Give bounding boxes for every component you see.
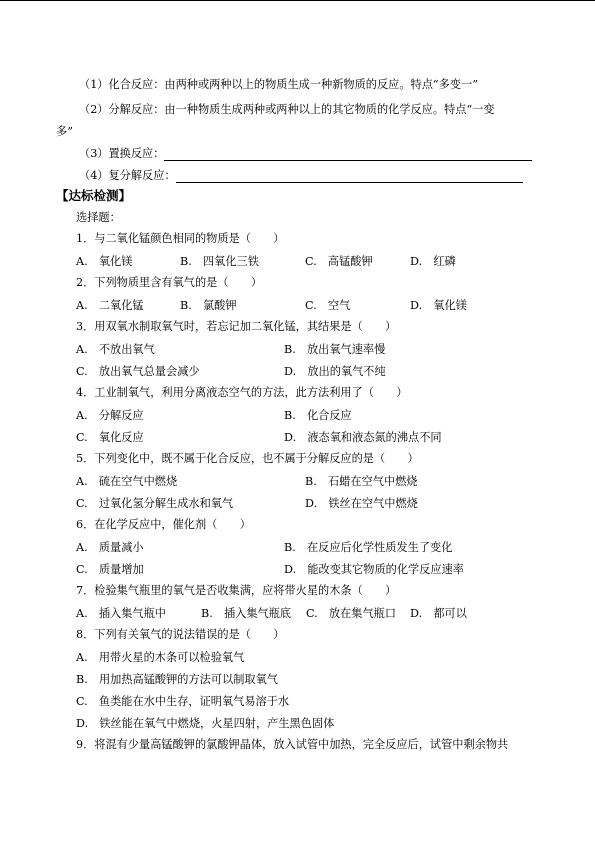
q8-option-a[interactable]: A. 用带火星的木条可以检验氧气 xyxy=(76,651,245,664)
q8-option-c[interactable]: C. 鱼类能在水中生存，证明氧气易溶于水 xyxy=(76,695,290,708)
question-8: 8．下列有关氧气的说法错误的是（ ） xyxy=(76,628,285,641)
q8-option-b[interactable]: B. 用加热高锰酸钾的方法可以制取氧气 xyxy=(76,673,278,686)
q1-option-d[interactable]: D. 红磷 xyxy=(410,255,456,268)
question-6: 6．在化学反应中，催化剂（ ） xyxy=(76,518,251,531)
q3-option-a[interactable]: A. 不放出氧气 xyxy=(76,343,155,356)
q6-option-d[interactable]: D. 能改变其它物质的化学反应速率 xyxy=(284,563,464,576)
rule-double-decomposition xyxy=(79,169,523,183)
question-2: 2．下列物质里含有氧气的是（ ） xyxy=(76,276,263,289)
subtitle: 选择题： xyxy=(76,211,121,224)
q3-option-c[interactable]: C. 放出氧气总量会减少 xyxy=(76,365,200,378)
q4-option-b[interactable]: B. 化合反应 xyxy=(284,409,352,422)
question-1: 1．与二氧化锰颜色相同的物质是（ ） xyxy=(76,232,285,245)
q3-option-b[interactable]: B. 放出氧气速率慢 xyxy=(284,343,386,356)
displacement-blank[interactable] xyxy=(164,149,532,161)
q2-option-c[interactable]: C. 空气 xyxy=(305,299,351,312)
q2-option-b[interactable]: B. 氯酸钾 xyxy=(180,299,237,312)
q5-option-b[interactable]: B. 石蜡在空气中燃烧 xyxy=(305,475,418,488)
q5-option-c[interactable]: C. 过氧化氢分解生成水和氧气 xyxy=(76,497,234,510)
q7-option-d[interactable]: D. 都可以 xyxy=(410,607,467,620)
page-top-border xyxy=(0,0,595,1)
q5-option-d[interactable]: D. 铁丝在空气中燃烧 xyxy=(305,497,418,510)
rule-decomposition-cont: 多” xyxy=(56,125,73,138)
q6-option-c[interactable]: C. 质量增加 xyxy=(76,563,144,576)
double-decomposition-blank[interactable] xyxy=(176,171,523,183)
q7-option-a[interactable]: A. 插入集气瓶中 xyxy=(76,607,166,620)
q1-option-c[interactable]: C. 高锰酸钾 xyxy=(305,255,373,268)
q4-option-c[interactable]: C. 氧化反应 xyxy=(76,431,144,444)
q7-option-c[interactable]: C. 放在集气瓶口 xyxy=(306,607,397,620)
question-9: 9．将混有少量高锰酸钾的氯酸钾晶体，放入试管中加热，完全反应后，试管中剩余物共 xyxy=(76,738,509,751)
q1-option-a[interactable]: A. 氧化镁 xyxy=(76,255,133,268)
question-5: 5．下列变化中，既不属于化合反应，也不属于分解反应的是（ ） xyxy=(76,452,419,465)
question-4: 4．工业制氧气，利用分离液态空气的方法，此方法利用了（ ） xyxy=(76,386,408,399)
q1-option-b[interactable]: B. 四氧化三铁 xyxy=(180,255,259,268)
rule-double-decomposition-label: （4）复分解反应： xyxy=(79,169,176,182)
rule-displacement xyxy=(79,147,532,161)
q7-option-b[interactable]: B. 插入集气瓶底 xyxy=(201,607,292,620)
q6-option-a[interactable]: A. 质量减小 xyxy=(76,541,144,554)
q8-option-d[interactable]: D. 铁丝能在氧气中燃烧，火星四射，产生黑色固体 xyxy=(76,717,335,730)
q5-option-a[interactable]: A. 硫在空气中燃烧 xyxy=(76,475,178,488)
q2-option-a[interactable]: A. 二氧化锰 xyxy=(76,299,144,312)
q2-option-d[interactable]: D. 氧化镁 xyxy=(410,299,467,312)
section-title: 【达标检测】 xyxy=(56,188,132,203)
rule-displacement-label: （3）置换反应： xyxy=(79,147,165,160)
question-7: 7．检验集气瓶里的氧气是否收集满，应将带火星的木条（ ） xyxy=(76,584,397,597)
question-3: 3．用双氧水制取氧气时，若忘记加二氧化锰，其结果是（ ） xyxy=(76,320,397,333)
q6-option-b[interactable]: B. 在反应后化学性质发生了变化 xyxy=(284,541,453,554)
q3-option-d[interactable]: D. 放出的氧气不纯 xyxy=(284,365,386,378)
rule-combination: （1）化合反应：由两种或两种以上的物质生成一种新物质的反应。特点“多变一” xyxy=(79,78,478,91)
q4-option-a[interactable]: A. 分解反应 xyxy=(76,409,144,422)
rule-decomposition: （2）分解反应：由一种物质生成两种或两种以上的其它物质的化学反应。特点“一变 xyxy=(79,103,495,116)
q4-option-d[interactable]: D. 液态氧和液态氮的沸点不同 xyxy=(284,431,442,444)
